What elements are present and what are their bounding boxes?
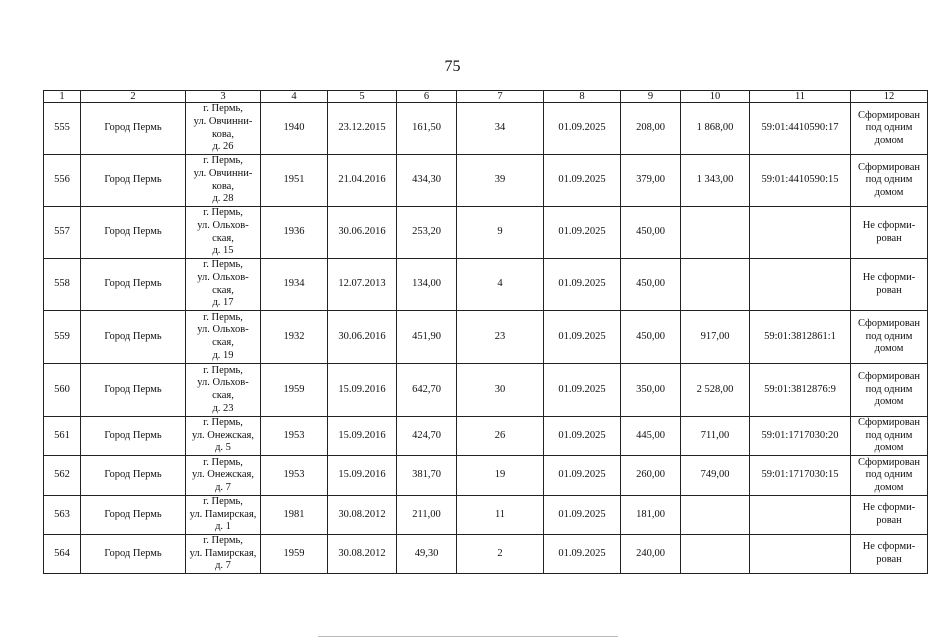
cell-cadastral-number xyxy=(750,535,851,574)
cell-deadline-date: 01.09.2025 xyxy=(544,456,621,496)
cell-cadastral-number: 59:01:1717030:20 xyxy=(750,417,851,456)
cell-residents: 9 xyxy=(457,207,544,259)
table-row xyxy=(44,259,928,311)
cell-address: г. Пермь, ул. Овчинни- кова, д. 28 xyxy=(186,155,261,207)
cell-land-area: 2 528,00 xyxy=(681,364,750,417)
cell-year-built: 1940 xyxy=(261,103,328,155)
cell-municipality: Город Пермь xyxy=(81,259,186,311)
page-number: 75 xyxy=(444,58,461,75)
cell-row-number: 556 xyxy=(44,155,81,207)
table-row xyxy=(44,496,928,535)
cell-date: 12.07.2013 xyxy=(328,259,397,311)
housing-registry-table xyxy=(43,90,928,574)
column-header: 11 xyxy=(750,91,851,103)
cell-area: 451,90 xyxy=(397,311,457,364)
table-row xyxy=(44,103,928,155)
cell-municipality: Город Пермь xyxy=(81,456,186,496)
cell-residents: 19 xyxy=(457,456,544,496)
column-header: 10 xyxy=(681,91,750,103)
cell-residents: 4 xyxy=(457,259,544,311)
cell-residents: 39 xyxy=(457,155,544,207)
cell-cost: 379,00 xyxy=(621,155,681,207)
cell-row-number: 561 xyxy=(44,417,81,456)
cell-deadline-date: 01.09.2025 xyxy=(544,311,621,364)
cell-cadastral-number xyxy=(750,496,851,535)
cell-cost: 450,00 xyxy=(621,311,681,364)
cell-municipality: Город Пермь xyxy=(81,417,186,456)
table-row xyxy=(44,311,928,364)
cell-date: 15.09.2016 xyxy=(328,417,397,456)
cell-cost: 240,00 xyxy=(621,535,681,574)
cell-residents: 23 xyxy=(457,311,544,364)
cell-land-area: 917,00 xyxy=(681,311,750,364)
cell-address: г. Пермь, ул. Овчинни- кова, д. 26 xyxy=(186,103,261,155)
cell-land-status: Сформирован под одним домом xyxy=(851,155,928,207)
cell-year-built: 1953 xyxy=(261,456,328,496)
column-header: 6 xyxy=(397,91,457,103)
cell-cadastral-number: 59:01:4410590:15 xyxy=(750,155,851,207)
cell-cadastral-number: 59:01:1717030:15 xyxy=(750,456,851,496)
table-row xyxy=(44,155,928,207)
cell-cadastral-number: 59:01:4410590:17 xyxy=(750,103,851,155)
cell-residents: 2 xyxy=(457,535,544,574)
cell-land-area: 1 868,00 xyxy=(681,103,750,155)
cell-land-status: Не сформи- рован xyxy=(851,535,928,574)
cell-cadastral-number xyxy=(750,207,851,259)
cell-date: 30.06.2016 xyxy=(328,207,397,259)
cell-address: г. Пермь, ул. Ольхов- ская, д. 19 xyxy=(186,311,261,364)
column-header: 12 xyxy=(851,91,928,103)
cell-municipality: Город Пермь xyxy=(81,103,186,155)
cell-deadline-date: 01.09.2025 xyxy=(544,103,621,155)
cell-land-status: Сформирован под одним домом xyxy=(851,417,928,456)
cell-row-number: 563 xyxy=(44,496,81,535)
cell-land-status: Не сформи- рован xyxy=(851,259,928,311)
cell-area: 434,30 xyxy=(397,155,457,207)
cell-date: 30.08.2012 xyxy=(328,535,397,574)
cell-area: 642,70 xyxy=(397,364,457,417)
cell-row-number: 555 xyxy=(44,103,81,155)
cell-year-built: 1951 xyxy=(261,155,328,207)
cell-row-number: 564 xyxy=(44,535,81,574)
table-row xyxy=(44,207,928,259)
cell-address: г. Пермь, ул. Онежская, д. 7 xyxy=(186,456,261,496)
cell-year-built: 1959 xyxy=(261,535,328,574)
cell-date: 15.09.2016 xyxy=(328,456,397,496)
cell-cost: 181,00 xyxy=(621,496,681,535)
cell-cost: 260,00 xyxy=(621,456,681,496)
cell-deadline-date: 01.09.2025 xyxy=(544,535,621,574)
cell-deadline-date: 01.09.2025 xyxy=(544,259,621,311)
column-header: 4 xyxy=(261,91,328,103)
cell-address: г. Пермь, ул. Онежская, д. 5 xyxy=(186,417,261,456)
cell-residents: 30 xyxy=(457,364,544,417)
cell-land-area: 749,00 xyxy=(681,456,750,496)
table-row xyxy=(44,364,928,417)
cell-row-number: 562 xyxy=(44,456,81,496)
column-header: 8 xyxy=(544,91,621,103)
cell-year-built: 1934 xyxy=(261,259,328,311)
cell-address: г. Пермь, ул. Ольхов- ская, д. 17 xyxy=(186,259,261,311)
table-row xyxy=(44,417,928,456)
cell-deadline-date: 01.09.2025 xyxy=(544,417,621,456)
cell-municipality: Город Пермь xyxy=(81,311,186,364)
cell-date: 30.08.2012 xyxy=(328,496,397,535)
cell-residents: 11 xyxy=(457,496,544,535)
cell-municipality: Город Пермь xyxy=(81,207,186,259)
cell-land-status: Сформирован под одним домом xyxy=(851,456,928,496)
cell-cost: 208,00 xyxy=(621,103,681,155)
cell-cost: 350,00 xyxy=(621,364,681,417)
cell-municipality: Город Пермь xyxy=(81,155,186,207)
cell-date: 30.06.2016 xyxy=(328,311,397,364)
cell-area: 424,70 xyxy=(397,417,457,456)
cell-land-area xyxy=(681,207,750,259)
header-row xyxy=(44,91,928,103)
cell-municipality: Город Пермь xyxy=(81,496,186,535)
cell-residents: 34 xyxy=(457,103,544,155)
column-header: 7 xyxy=(457,91,544,103)
cell-area: 49,30 xyxy=(397,535,457,574)
cell-land-status: Не сформи- рован xyxy=(851,207,928,259)
cell-year-built: 1953 xyxy=(261,417,328,456)
cell-cadastral-number xyxy=(750,259,851,311)
cell-area: 253,20 xyxy=(397,207,457,259)
scan-edge-line xyxy=(318,636,618,637)
cell-row-number: 560 xyxy=(44,364,81,417)
cell-date: 23.12.2015 xyxy=(328,103,397,155)
cell-year-built: 1959 xyxy=(261,364,328,417)
table-row xyxy=(44,456,928,496)
cell-area: 134,00 xyxy=(397,259,457,311)
cell-cost: 445,00 xyxy=(621,417,681,456)
cell-land-area xyxy=(681,496,750,535)
cell-date: 21.04.2016 xyxy=(328,155,397,207)
cell-year-built: 1981 xyxy=(261,496,328,535)
cell-land-status: Сформирован под одним домом xyxy=(851,103,928,155)
cell-address: г. Пермь, ул. Памирская, д. 1 xyxy=(186,496,261,535)
cell-year-built: 1936 xyxy=(261,207,328,259)
cell-deadline-date: 01.09.2025 xyxy=(544,496,621,535)
cell-row-number: 558 xyxy=(44,259,81,311)
cell-cadastral-number: 59:01:3812876:9 xyxy=(750,364,851,417)
cell-land-area xyxy=(681,259,750,311)
cell-land-area: 711,00 xyxy=(681,417,750,456)
cell-row-number: 559 xyxy=(44,311,81,364)
cell-year-built: 1932 xyxy=(261,311,328,364)
cell-residents: 26 xyxy=(457,417,544,456)
cell-area: 161,50 xyxy=(397,103,457,155)
cell-area: 211,00 xyxy=(397,496,457,535)
cell-cost: 450,00 xyxy=(621,259,681,311)
cell-address: г. Пермь, ул. Памирская, д. 7 xyxy=(186,535,261,574)
table-row xyxy=(44,535,928,574)
cell-municipality: Город Пермь xyxy=(81,364,186,417)
cell-land-status: Сформирован под одним домом xyxy=(851,311,928,364)
cell-cadastral-number: 59:01:3812861:1 xyxy=(750,311,851,364)
cell-municipality: Город Пермь xyxy=(81,535,186,574)
cell-land-area xyxy=(681,535,750,574)
column-header: 3 xyxy=(186,91,261,103)
cell-address: г. Пермь, ул. Ольхов- ская, д. 15 xyxy=(186,207,261,259)
cell-land-status: Сформирован под одним домом xyxy=(851,364,928,417)
table-body xyxy=(44,103,928,574)
cell-row-number: 557 xyxy=(44,207,81,259)
cell-land-status: Не сформи- рован xyxy=(851,496,928,535)
cell-land-area: 1 343,00 xyxy=(681,155,750,207)
column-header: 9 xyxy=(621,91,681,103)
cell-address: г. Пермь, ул. Ольхов- ская, д. 23 xyxy=(186,364,261,417)
cell-area: 381,70 xyxy=(397,456,457,496)
column-header: 2 xyxy=(81,91,186,103)
column-header: 5 xyxy=(328,91,397,103)
cell-deadline-date: 01.09.2025 xyxy=(544,207,621,259)
cell-cost: 450,00 xyxy=(621,207,681,259)
column-header: 1 xyxy=(44,91,81,103)
cell-date: 15.09.2016 xyxy=(328,364,397,417)
cell-deadline-date: 01.09.2025 xyxy=(544,155,621,207)
cell-deadline-date: 01.09.2025 xyxy=(544,364,621,417)
